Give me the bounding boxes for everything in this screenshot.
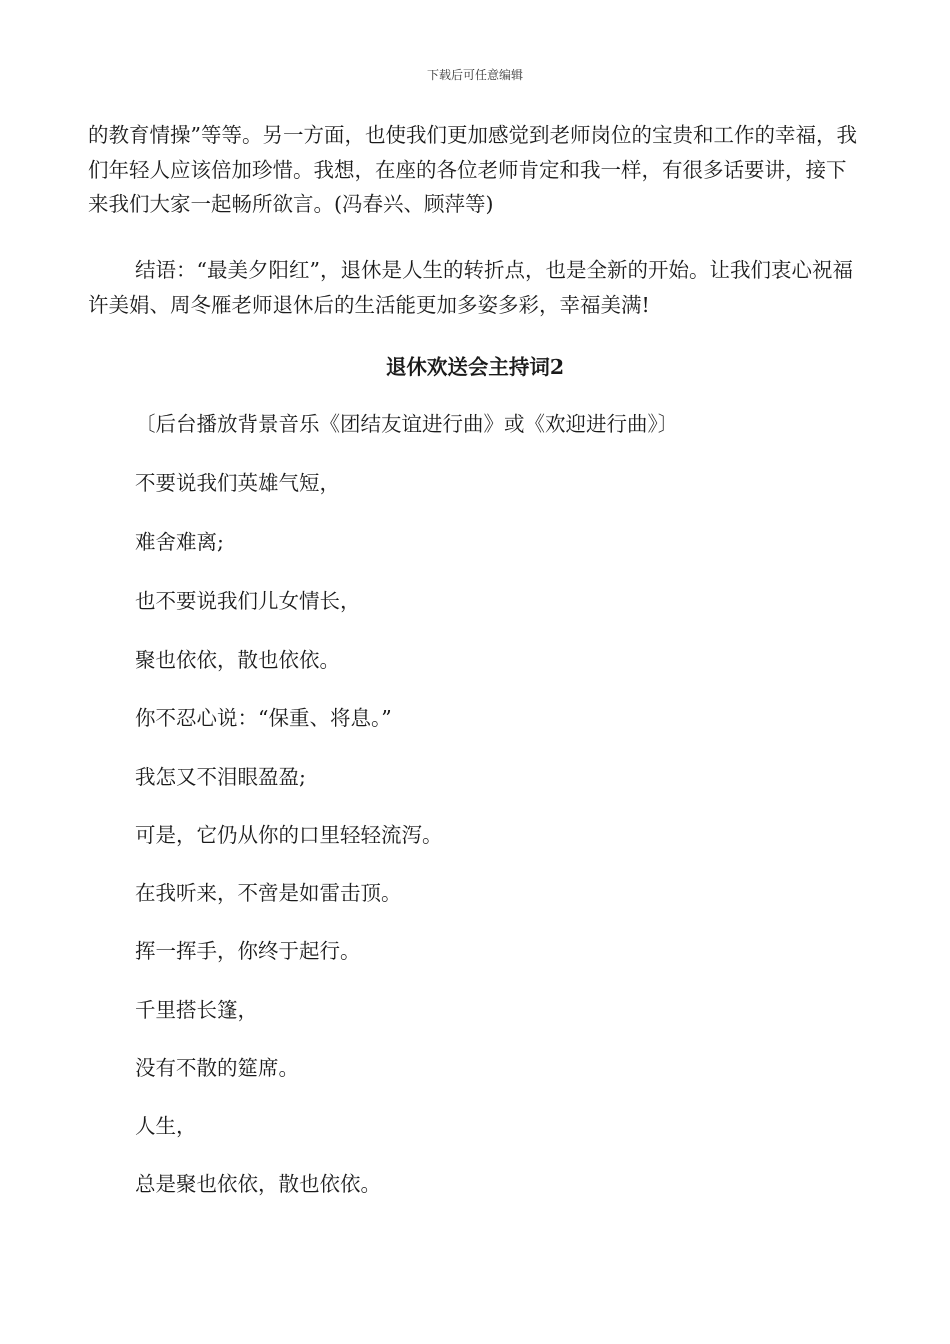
script-line: 〔后台播放背景音乐《团结友谊进行曲》或《欢迎进行曲》〕 [135, 412, 679, 436]
script-line: 难舍难离; [135, 530, 224, 554]
script-line: 没有不散的筵席。 [135, 1056, 299, 1080]
script-line: 我怎又不泪眼盈盈; [135, 765, 306, 789]
paragraph-conclusion: 结语：“最美夕阳红”，退休是人生的转折点，也是全新的开始。让我们衷心祝福许美娟、周冬雁老师退休后的生活能更加多姿多彩，幸福美满! [88, 258, 853, 317]
script-line: 也不要说我们儿女情长， [135, 589, 361, 613]
script-line: 千里搭长篷， [135, 998, 258, 1022]
script-line: 聚也依依，散也依依。 [135, 648, 340, 672]
script-line: 可是，它仍从你的口里轻轻流泻。 [135, 823, 443, 847]
paragraph-continuation: 的教育情操”等等。另一方面，也使我们更加感觉到老师岗位的宝贵和工作的幸福，我们年轻人应该倍加珍惜。我想，在座的各位老师肯定和我一样，有很多话要讲，接下来我们大家一起畅所欲言。(冯春兴、顾萍等) [88, 123, 857, 216]
page-header: 下载后可任意编辑 [426, 68, 523, 82]
script-line: 总是聚也依依，散也依依。 [135, 1172, 381, 1196]
script-line: 在我听来，不啻是如雷击顶。 [135, 881, 402, 905]
script-line: 挥一挥手，你终于起行。 [135, 939, 361, 963]
section-title: 退休欢送会主持词2 [385, 355, 565, 379]
script-line: 人生， [135, 1114, 197, 1138]
script-line: 你不忍心说：“保重、将息。” [135, 706, 392, 730]
script-line: 不要说我们英雄气短， [135, 471, 340, 495]
